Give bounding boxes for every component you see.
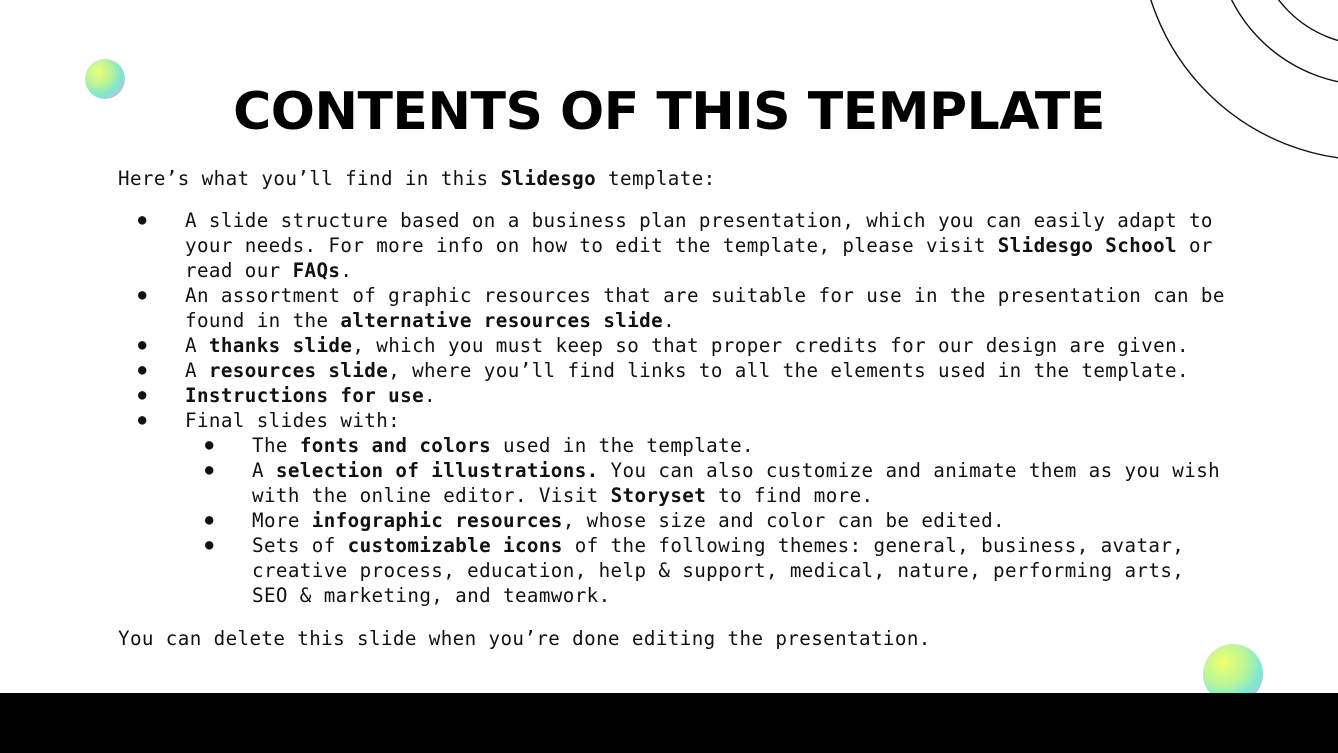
- outro-text: You can delete this slide when you’re done editing the presentation.: [118, 627, 931, 650]
- item-bold: Storyset: [610, 484, 707, 507]
- item-bold: Slidesgo School: [997, 234, 1178, 257]
- item-bold: selection of illustrations.: [275, 459, 599, 482]
- item-bold: FAQs: [292, 259, 341, 282]
- item-bold: resources slide: [208, 359, 389, 382]
- inner-arc: [1255, 0, 1338, 45]
- item-text: used in the template.: [491, 434, 754, 457]
- item-text: The: [252, 434, 300, 457]
- list-item: [118, 358, 1228, 383]
- sublist-item: [185, 533, 1228, 608]
- item-text: to find more.: [706, 484, 874, 507]
- intro-text-part: template:: [596, 167, 716, 190]
- list-item: [118, 408, 1228, 608]
- slide-title: CONTENTS OF THIS TEMPLATE: [233, 82, 1105, 142]
- list-item: [118, 283, 1228, 333]
- item-text: .: [340, 259, 353, 282]
- item-text: An assortment of graphic resources that are suitable for use in the presentation can be found in the: [185, 284, 1225, 332]
- item-text: of the following themes: general, business, avatar, creative process, education, help & support, medical, nature, performing arts, SEO & marketing, and teamwork.: [252, 534, 1185, 607]
- item-bold: customizable icons: [347, 534, 563, 557]
- item-text: .: [424, 384, 436, 407]
- sublist-item: [185, 433, 1228, 458]
- item-text: More: [252, 509, 312, 532]
- list-item: [118, 208, 1228, 283]
- bottom-bar: [0, 693, 1338, 753]
- intro-text: [118, 166, 1228, 191]
- item-text: A slide structure based on a business plan presentation, which you can easily adapt to your needs. For more info on how to edit the template, please visit: [185, 209, 1213, 257]
- item-text: or read our: [185, 234, 1213, 282]
- item-bold: fonts and colors: [299, 434, 492, 457]
- item-text: , where you’ll find links to all the elements used in the template.: [388, 359, 1189, 382]
- slide-body: [118, 166, 1228, 651]
- list-item: [118, 383, 1228, 408]
- item-text: A: [252, 459, 276, 482]
- item-bold: thanks slide: [208, 334, 353, 357]
- intro-text-bold: Slidesgo: [500, 167, 597, 190]
- middle-arc: [1215, 0, 1338, 85]
- item-text: Final slides with:: [185, 409, 401, 432]
- sublist-item: [185, 508, 1228, 533]
- sublist-item: [185, 458, 1228, 508]
- item-text: A: [185, 359, 209, 382]
- intro-text-part: Here’s what you’ll find in this: [118, 167, 501, 190]
- item-text: , whose size and color can be edited.: [562, 509, 1005, 532]
- item-bold: Instructions for use: [185, 384, 425, 407]
- item-text: You can also customize and animate them as you wish with the online editor. Visit: [252, 459, 1221, 507]
- item-text: .: [663, 309, 676, 332]
- item-text: , which you must keep so that proper credits for our design are given.: [352, 334, 1189, 357]
- item-bold: infographic resources: [311, 509, 563, 532]
- final-slides-sublist: [185, 433, 1228, 608]
- contents-list: [118, 208, 1228, 608]
- item-text: A: [185, 334, 209, 357]
- item-text: Sets of: [252, 534, 348, 557]
- item-bold: alternative resources slide: [340, 309, 664, 332]
- list-item: [118, 333, 1228, 358]
